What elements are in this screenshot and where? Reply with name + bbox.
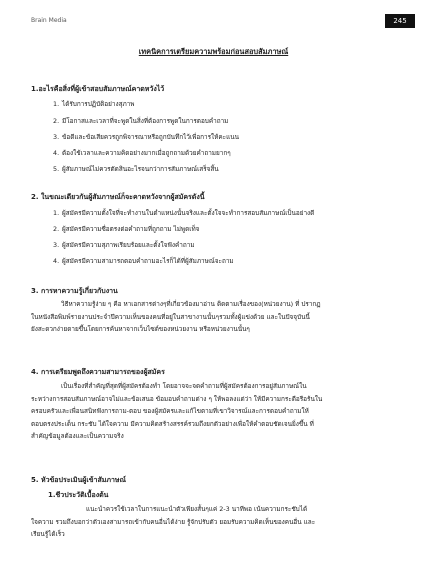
list-item (53, 208, 314, 218)
paragraph-line: ใจความ รวมถึงบอกว่าตัวเองสามารถเข้ากับคนอื่นได้ง่าย รู้จักปรับตัว ยอมรับความคิดเห็นของคนอื่น และ (31, 517, 316, 526)
paragraph-line: เรียนรู้ได้เร็ว (31, 530, 65, 538)
header-publisher: Brain Media (31, 17, 67, 24)
item-number: 4. (53, 149, 60, 157)
item-number: 2. (53, 117, 60, 125)
item-number: 2. (53, 225, 60, 233)
list-item (53, 256, 234, 266)
paragraph-line: ตอบตรงประเด็น กระชับ ได้ใจความ มีความคิดสร้างสรรค์รวมถึงยกตัวอย่างเพื่อให้คำตอบชัดเจนยิ่งขึ้น ที่ (31, 419, 314, 428)
item-number: 1. (53, 209, 60, 217)
paragraph-line: ยังสะดวกง่ายดายขึ้นโดยการค้นหาจากเว็บไซต์ของหน่วยงาน หรือหน่วยงานนั้นๆ (31, 325, 250, 333)
paragraph-line: ในหนังสือพิมพ์รายงานประจำปีความเห็นของคนที่อยู่ในสาขางานนั้นๆรวมทั้งผู้แข่งด้วย และในปัจจุบันนี้ (31, 312, 310, 321)
item-text: ข้อดีและข้อเสียควรถูกพิจารณาหรือถูกบันทึกไว้เพื่อการให้คะแนน (62, 133, 239, 141)
section-1-heading: 1.อะไรคือสิ่งที่ผู้เข้าสอบสัมภาษณ์คาดหวังไว้ (31, 85, 165, 93)
list-item (53, 224, 199, 234)
item-text: ผู้สมัครมีความสามารถตอบคำถามอะไรก็ได้ที่ผู้สัมภาษณ์จะถาม (62, 257, 234, 265)
item-number: 4. (53, 257, 60, 265)
item-text: ผู้สัมภาษณ์ไม่ควรตัดสินอะไรจนกว่าการสัมภาษณ์เสร็จสิ้น (62, 165, 219, 173)
section-3-heading: 3. การหาความรู้เกี่ยวกับงาน (31, 287, 118, 295)
list-item (53, 116, 228, 126)
section-5-subheading: 1.ชีวประวัติเบื้องต้น (48, 491, 109, 499)
item-text: ผู้สมัครมีความสุภาพเรียบร้อยและตั้งใจฟังคำถาม (62, 241, 195, 249)
item-number: 1. (53, 100, 60, 108)
list-item (53, 148, 231, 158)
section-4-heading: 4. การเตรียมพูดถึงความสามารถของผู้สมัคร (31, 368, 165, 376)
item-text: ผู้สมัครมีความซื่อตรงต่อคำถามที่ถูกถาม ไม่พูดเท็จ (62, 225, 200, 233)
section-2-heading: 2. ในขณะเดียวกันผู้สัมภาษณ์ก็จะคาดหวังจากผู้สมัครดังนี้ (31, 193, 205, 201)
page-number-badge: 245 (385, 14, 415, 28)
item-number: 3. (53, 133, 60, 141)
item-number: 5. (53, 165, 60, 173)
paragraph-line: ระหว่างการสอบสัมภาษณ์อาจไม่และข้อเสนอ ข้อมอบคำถามต่าง ๆ ให้พอลงแต่ว่า ให้มีความกระตือรือร้นใน (31, 394, 323, 403)
paragraph-line: ครอบครัวและเพื่อนสนิทฟังการถาม-ตอบ ของผู้สมัครและแก้ไขตามที่เขาวิจารณ์และการตอบคำถามให้ (31, 407, 309, 415)
list-item (53, 132, 239, 142)
section-4-paragraph (31, 380, 361, 443)
paragraph-line: วิธีหาความรู้ง่าย ๆ คือ หาเอกสารต่างๆที่เกี่ยวข้องมาอ่าน ติดตามเรื่องของ(หน่วยงาน) ที่ ปรากฏ (61, 300, 321, 308)
page-title: เทคนิคการเตรียมความพร้อมก่อนสอบสัมภาษณ์ (138, 47, 289, 56)
list-item (53, 164, 219, 174)
item-number: 3. (53, 241, 60, 249)
item-text: ผู้สมัครมีความตั้งใจที่จะทำงานในตำแหน่งนั้นจริงและตั้งใจจะทำการสอบสัมภาษณ์เป็นอย่างดี (62, 209, 315, 217)
item-text: ได้รับการปฏิบัติอย่างสุภาพ (62, 100, 135, 108)
paragraph-line: แนะนำควรใช้เวลาในการแนะนำตัวเพียงสั้นๆแค่ 2-3 นาทีพอ เน้นความกระชับได้ (86, 505, 308, 513)
section-5-paragraph (31, 503, 361, 541)
paragraph-line: เป็นเรื่องที่สำคัญที่สุดที่ผู้สมัครต้องทำ โดยอาจจะจดคำถามที่ผู้สมัครต้องการอยู่สัมภาษณ์ใน (61, 382, 307, 390)
item-text: ต้องใช้เวลาและความคิดอย่างมากเมื่อถูกถามด้วยคำถามยากๆ (62, 149, 231, 157)
section-5-heading: 5. หัวข้อประเมินผู้เข้าสัมภาษณ์ (31, 476, 127, 484)
list-item (53, 240, 195, 250)
paragraph-line: สำคัญข้อมูลต้องและเป็นความจริง (31, 432, 124, 440)
section-3-paragraph (31, 298, 361, 336)
list-item (53, 99, 135, 109)
item-text: มีโอกาสและเวลาที่จะพูดในสิ่งที่ต้องการพูดในการตอบคำถาม (62, 117, 229, 125)
